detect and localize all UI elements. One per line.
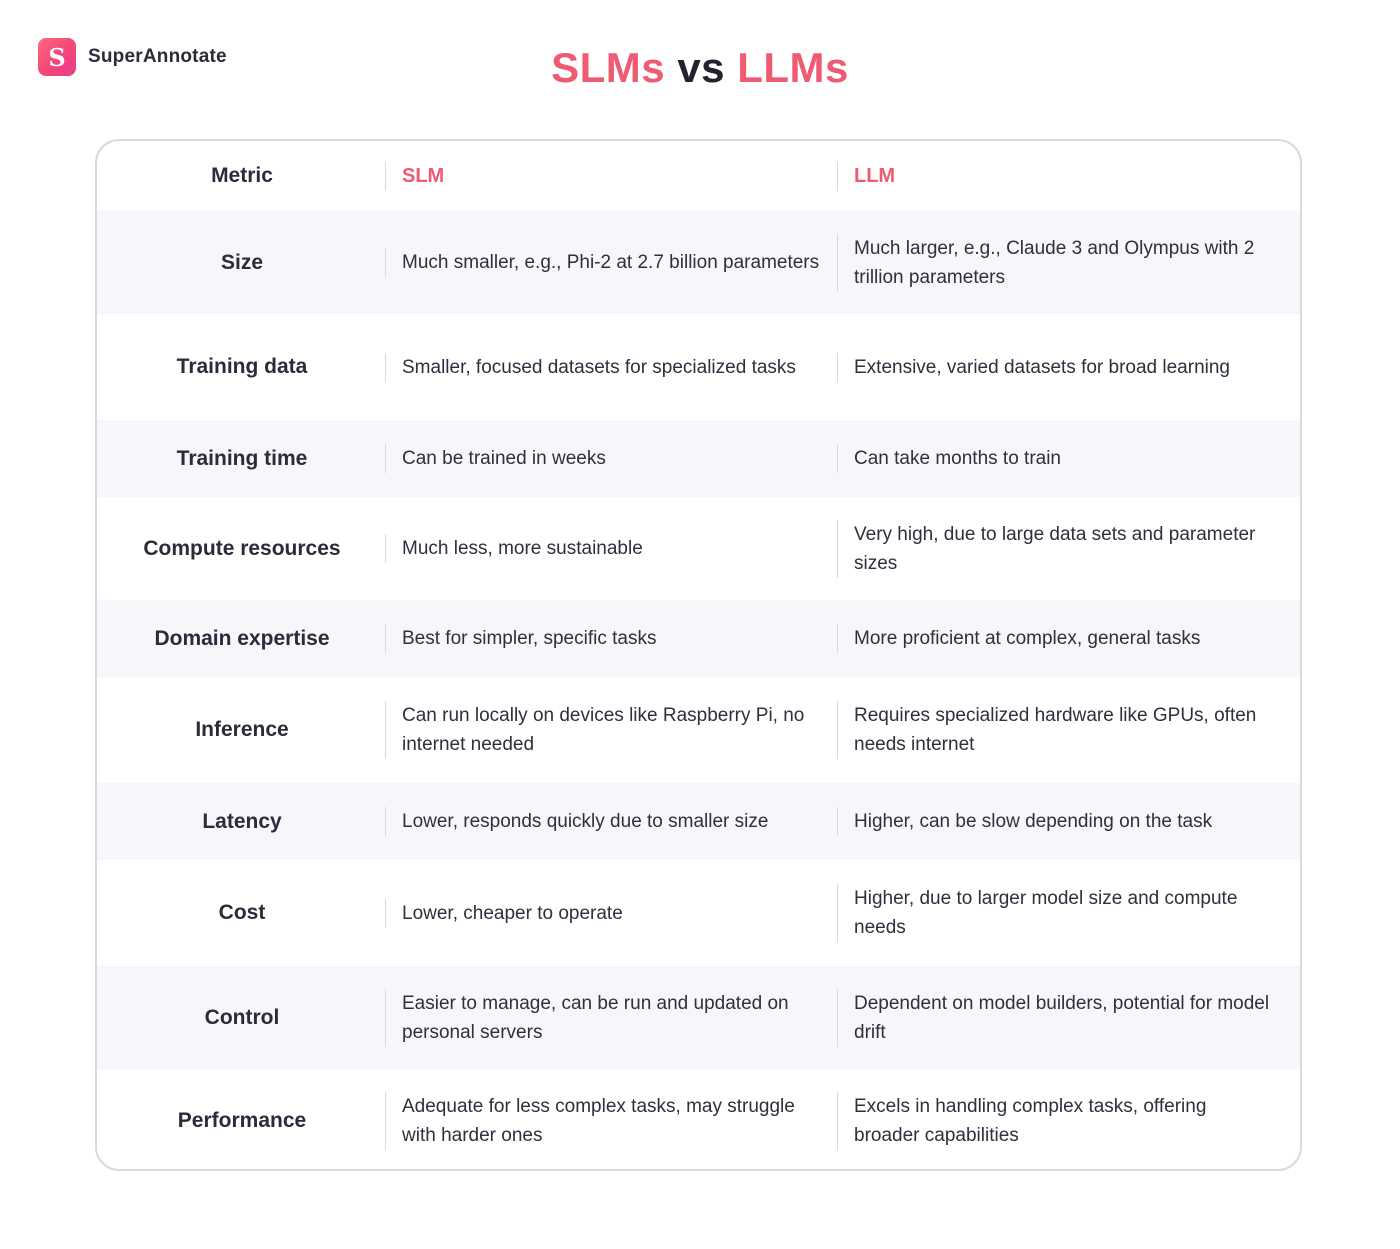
header-llm: LLM bbox=[837, 162, 1277, 191]
title-slms: SLMs bbox=[551, 44, 666, 91]
row-metric: Inference bbox=[195, 718, 289, 741]
superannotate-logo-icon: S bbox=[38, 38, 76, 76]
row-metric: Latency bbox=[202, 809, 282, 833]
table-header-row bbox=[97, 141, 1300, 211]
row-metric: Domain expertise bbox=[154, 626, 330, 650]
table-row bbox=[97, 966, 1300, 1069]
table-row bbox=[97, 1069, 1300, 1171]
table-row bbox=[97, 420, 1300, 497]
row-metric: Cost bbox=[218, 901, 266, 924]
table-row bbox=[97, 314, 1300, 420]
row-llm: Dependent on model builders, potential for model drift bbox=[837, 989, 1277, 1047]
row-llm: Requires specialized hardware like GPUs, often needs internet bbox=[837, 701, 1277, 759]
row-llm: Extensive, varied datasets for broad learning bbox=[837, 353, 1277, 382]
row-slm: Much less, more sustainable bbox=[385, 534, 825, 563]
row-llm: Can take months to train bbox=[837, 444, 1277, 473]
row-llm: More proficient at complex, general tasks bbox=[837, 624, 1277, 653]
row-slm: Can be trained in weeks bbox=[385, 444, 825, 473]
table-row bbox=[97, 860, 1300, 966]
table-row bbox=[97, 497, 1300, 600]
table-row bbox=[97, 211, 1300, 314]
row-slm: Much smaller, e.g., Phi-2 at 2.7 billion parameters bbox=[385, 248, 825, 277]
table-row bbox=[97, 783, 1300, 860]
row-slm: Smaller, focused datasets for specialized tasks bbox=[385, 353, 825, 382]
row-llm: Higher, can be slow depending on the task bbox=[837, 807, 1277, 836]
row-metric: Compute resources bbox=[143, 536, 341, 560]
brand-name: SuperAnnotate bbox=[88, 46, 227, 67]
row-metric: Size bbox=[220, 250, 264, 274]
row-llm: Higher, due to larger model size and compute needs bbox=[837, 884, 1277, 942]
row-slm: Adequate for less complex tasks, may struggle with harder ones bbox=[385, 1092, 825, 1150]
table-row bbox=[97, 677, 1300, 783]
row-slm: Best for simpler, specific tasks bbox=[385, 624, 825, 653]
row-slm: Easier to manage, can be run and updated on personal servers bbox=[385, 989, 825, 1047]
header-metric: Metric bbox=[211, 164, 273, 187]
row-slm: Can run locally on devices like Raspberry Pi, no internet needed bbox=[385, 701, 825, 759]
row-slm: Lower, cheaper to operate bbox=[385, 899, 825, 928]
row-metric: Performance bbox=[177, 1109, 307, 1132]
row-llm: Very high, due to large data sets and parameter sizes bbox=[837, 520, 1277, 578]
row-metric: Training data bbox=[176, 355, 308, 378]
row-slm: Lower, responds quickly due to smaller size bbox=[385, 807, 825, 836]
table-row bbox=[97, 600, 1300, 677]
row-metric: Control bbox=[204, 1005, 280, 1029]
row-llm: Much larger, e.g., Claude 3 and Olympus with 2 trillion parameters bbox=[837, 234, 1277, 292]
title-vs: vs bbox=[677, 44, 726, 91]
title-llms: LLMs bbox=[737, 44, 849, 91]
row-metric: Training time bbox=[176, 446, 308, 470]
comparison-table bbox=[95, 139, 1302, 1171]
row-llm: Excels in handling complex tasks, offering broader capabilities bbox=[837, 1092, 1277, 1150]
header-slm: SLM bbox=[385, 162, 825, 191]
page-title bbox=[0, 44, 1400, 92]
